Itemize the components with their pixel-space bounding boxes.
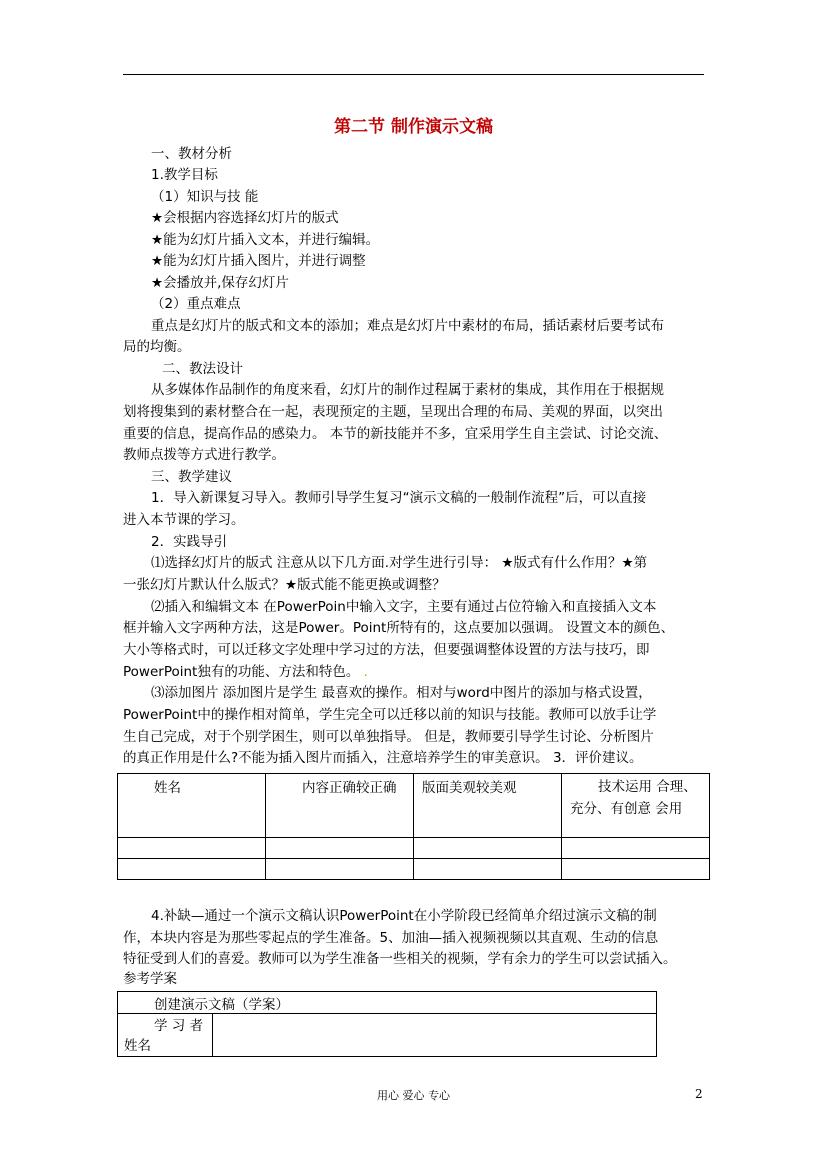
table-cell[interactable] bbox=[266, 838, 414, 859]
plan-label-cell: 学 习 者 姓名 bbox=[118, 1014, 213, 1057]
table-cell[interactable] bbox=[266, 859, 414, 880]
paragraph-line: ★会根据内容选择幻灯片的版式 bbox=[151, 210, 339, 226]
table-header-cell: 技术运用 合理、 充分、有创意 会用 bbox=[562, 774, 710, 838]
paragraph-line: ★能为幻灯片插入文本，并进行编辑。 bbox=[151, 232, 380, 248]
evaluation-table bbox=[117, 773, 710, 880]
section-heading-3: 三、教学建议 bbox=[151, 469, 232, 485]
paragraph-line: （2）重点难点 bbox=[151, 296, 241, 312]
plan-name-field[interactable] bbox=[213, 1014, 657, 1057]
paragraph-line: 一张幻灯片默认什么版式？★版式能不能更换或调整？ bbox=[123, 577, 446, 593]
header-rule bbox=[123, 74, 704, 75]
page-footer: 用心 爱心 专心 bbox=[377, 1089, 450, 1102]
table-row bbox=[118, 774, 710, 838]
paragraph-line: 2．实践导引 bbox=[151, 534, 228, 550]
paragraph-line: 划将搜集到的素材整合在一起，表现预定的主题，呈现出合理的布局、美观的界面，以突出 bbox=[123, 404, 663, 420]
paragraph-line: ⑴选择幻灯片的版式 注意从以下几方面.对学生进行引导： ★版式有什么作用？★第 bbox=[151, 555, 648, 571]
table-cell[interactable] bbox=[118, 838, 266, 859]
hint-mark: . bbox=[363, 664, 368, 680]
paragraph-line: ★会播放并,保存幻灯片 bbox=[151, 275, 289, 291]
paragraph-line: PowerPoint中的操作相对简单，学生完全可以迁移以前的知识与技能。教师可以放手让学 bbox=[123, 707, 657, 723]
paragraph-line: ⑶添加图片 添加图片是学生 最喜欢的操作。相对与word中图片的添加与格式设置， bbox=[151, 685, 652, 701]
paragraph-line: 大小等格式时，可以迁移文字处理中学习过的方法，但要强调整体设置的方法与技巧，即 bbox=[123, 642, 650, 658]
table-header-cell: 内容正确较正确 bbox=[266, 774, 414, 838]
paragraph-line: PowerPoint独有的功能、方法和特色。 . bbox=[123, 664, 368, 680]
table-cell[interactable] bbox=[414, 859, 562, 880]
paragraph-line: 重点是幻灯片的版式和文本的添加；难点是幻灯片中素材的布局，插话素材后要考试布 bbox=[151, 318, 664, 334]
section-heading-1: 一、教材分析 bbox=[151, 146, 232, 162]
paragraph-line: 局的均衡。 bbox=[123, 339, 191, 355]
paragraph-line: 参考学案 bbox=[123, 971, 177, 987]
table-row bbox=[118, 1014, 657, 1057]
paragraph-line: ★能为幻灯片插入图片，并进行调整 bbox=[151, 253, 366, 269]
paragraph-line: 1．导入新课复习导入。教师引导学生复习“演示文稿的一般制作流程”后，可以直接 bbox=[151, 490, 647, 506]
paragraph-line: 教师点拨等方式进行教学。 bbox=[123, 447, 285, 463]
paragraph-line: 框并输入文字两种方法，这是Power。Point所特有的，这点要加以强调。 设置文本的颜色、 bbox=[123, 620, 675, 636]
table-row bbox=[118, 992, 657, 1014]
table-cell[interactable] bbox=[118, 859, 266, 880]
paragraph-line: （1）知识与技 能 bbox=[151, 189, 259, 205]
paragraph-line: 1.教学目标 bbox=[151, 167, 218, 183]
section-heading-2: 二、教法设计 bbox=[162, 361, 243, 377]
paragraph-line: 从多媒体作品制作的角度来看，幻灯片的制作过程属于素材的集成，其作用在于根据规 bbox=[151, 382, 664, 398]
study-plan-table bbox=[117, 991, 657, 1057]
table-row bbox=[118, 859, 710, 880]
table-cell[interactable] bbox=[562, 859, 710, 880]
page-number: 2 bbox=[695, 1087, 703, 1101]
table-row bbox=[118, 838, 710, 859]
table-header-cell: 姓名 bbox=[118, 774, 266, 838]
table-cell[interactable] bbox=[562, 838, 710, 859]
table-cell[interactable] bbox=[414, 838, 562, 859]
table-header-cell: 版面美观较美观 bbox=[414, 774, 562, 838]
paragraph-line: 生自己完成，对于个别学困生，则可以单独指导。 但是，教师要引导学生讨论、分析图片 bbox=[123, 729, 654, 745]
paragraph-line: 的真正作用是什么?不能为插入图片而插入，注意培养学生的审美意识。 3．评价建议。 bbox=[123, 750, 643, 766]
paragraph-line: ⑵插入和编辑文本 在PowerPoin中输入文字，主要有通过占位符输入和直接插入文本 bbox=[151, 599, 657, 615]
paragraph-line: 4.补缺—通过一个演示文稿认识PowerPoint在小学阶段已经简单介绍过演示文稿的制 bbox=[151, 908, 657, 924]
paragraph-line: 特征受到人们的喜爱。教师可以为学生准备一些相关的视频，学有余力的学生可以尝试插入。 bbox=[123, 951, 677, 967]
paragraph-line: 作，本块内容是为那些零起点的学生准备。5、加油—插入视频视频以其直观、生动的信息 bbox=[123, 930, 659, 946]
paragraph-line: 进入本节课的学习。 bbox=[123, 512, 245, 528]
page-title: 第二节 制作演示文稿 bbox=[334, 117, 493, 137]
plan-title-cell: 创建演示文稿（学案） bbox=[118, 992, 657, 1014]
paragraph-line: 重要的信息，提高作品的感染力。 本节的新技能并不多，宜采用学生自主尝试、讨论交流、 bbox=[123, 426, 668, 442]
